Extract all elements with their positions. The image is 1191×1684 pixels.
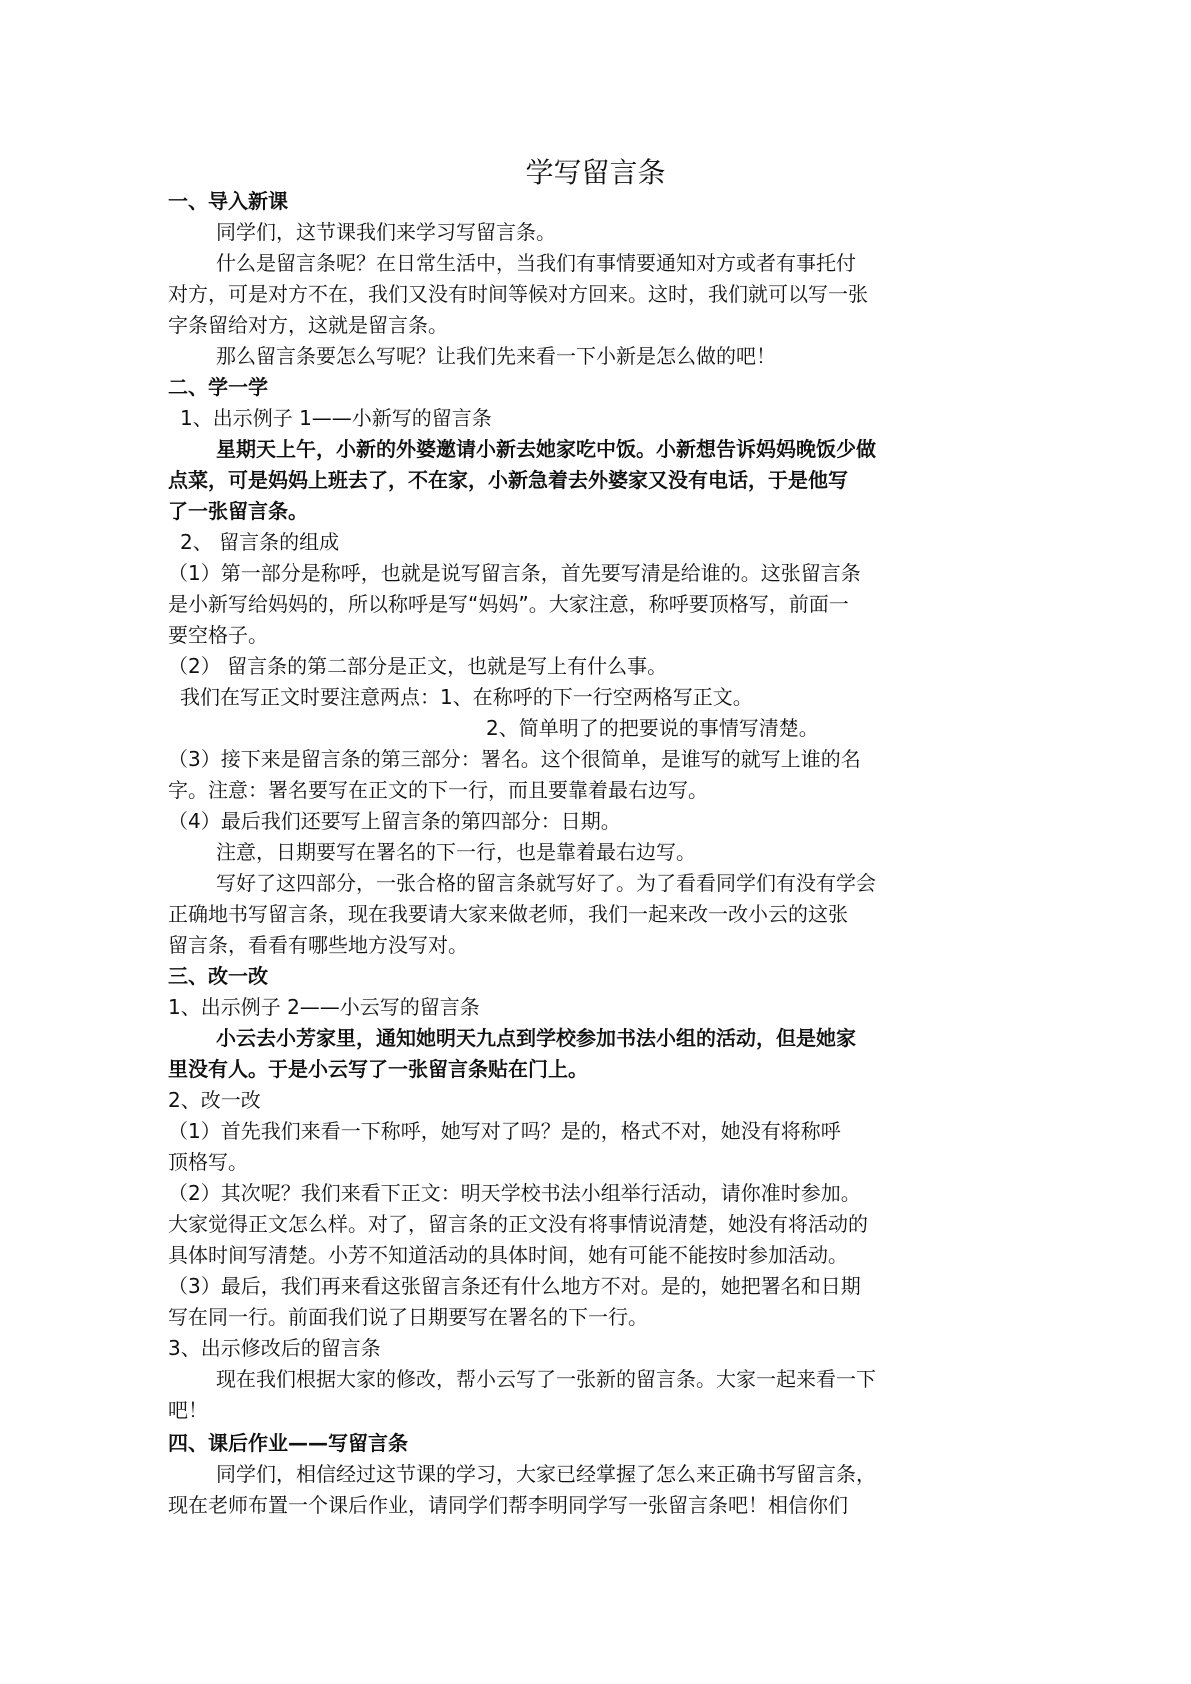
paragraph-line: 正确地书写留言条，现在我要请大家来做老师，我们一起来改一改小云的这张 [168,902,848,926]
paragraph-line: 要空格子。 [168,623,268,647]
paragraph-line: 同学们，相信经过这节课的学习，大家已经掌握了怎么来正确书写留言条， [216,1462,876,1486]
paragraph-line: 什么是留言条呢？在日常生活中，当我们有事情要通知对方或者有事托付 [216,251,856,275]
paragraph-line: 字。注意：署名要写在正文的下一行，而且要靠着最右边写。 [168,778,708,802]
paragraph-line: 同学们，这节课我们来学习写留言条。 [216,220,556,244]
paragraph-line: 我们在写正文时要注意两点：1、在称呼的下一行空两格写正文。 [180,685,753,709]
paragraph-line: 顶格写。 [168,1150,248,1174]
section-heading-line: 小云去小芳家里，通知她明天九点到学校参加书法小组的活动，但是她家 [216,1026,856,1050]
page-title: 学写留言条 [525,156,666,189]
section-heading-line: 四、课后作业——写留言条 [168,1431,408,1455]
paragraph-line: （3）接下来是留言条的第三部分：署名。这个很简单，是谁写的就写上谁的名 [168,747,861,771]
paragraph-line: 留言条，看看有哪些地方没写对。 [168,933,468,957]
section-heading-line: 星期天上午，小新的外婆邀请小新去她家吃中饭。小新想告诉妈妈晚饭少做 [216,437,876,461]
section-heading-line: 一、导入新课 [168,189,288,213]
paragraph-line: 具体时间写清楚。小芳不知道活动的具体时间，她有可能不能按时参加活动。 [168,1243,848,1267]
paragraph-line: 注意，日期要写在署名的下一行，也是靠着最右边写。 [216,840,696,864]
paragraph-line: （2）其次呢？我们来看下正文：明天学校书法小组举行活动，请你准时参加。 [168,1181,861,1205]
paragraph-line: 那么留言条要怎么写呢？让我们先来看一下小新是怎么做的吧！ [216,344,776,368]
paragraph-line: 对方，可是对方不在，我们又没有时间等候对方回来。这时，我们就可以写一张 [168,282,868,306]
paragraph-line: 1、出示例子 1——小新写的留言条 [180,406,492,430]
paragraph-line: 现在我们根据大家的修改，帮小云写了一张新的留言条。大家一起来看一下 [216,1367,876,1391]
paragraph-line: 2、 留言条的组成 [180,530,340,554]
paragraph-line: 3、出示修改后的留言条 [168,1336,381,1360]
paragraph-line: 写好了这四部分，一张合格的留言条就写好了。为了看看同学们有没有学会 [216,871,876,895]
section-heading-line: 点菜，可是妈妈上班去了，不在家，小新急着去外婆家又没有电话，于是他写 [168,468,848,492]
paragraph-line: （1）第一部分是称呼，也就是说写留言条，首先要写清是给谁的。这张留言条 [168,561,861,585]
paragraph-line: 2、简单明了的把要说的事情写清楚。 [486,716,819,740]
paragraph-line: 是小新写给妈妈的，所以称呼是写“妈妈”。大家注意，称呼要顶格写，前面一 [168,592,849,616]
section-heading-line: 三、改一改 [168,964,268,988]
paragraph-line: （4）最后我们还要写上留言条的第四部分：日期。 [168,809,621,833]
paragraph-line: 大家觉得正文怎么样。对了，留言条的正文没有将事情说清楚，她没有将活动的 [168,1212,868,1236]
section-heading-line: 了一张留言条。 [168,499,308,523]
section-heading-line: 里没有人。于是小云写了一张留言条贴在门上。 [168,1057,588,1081]
paragraph-line: 1、出示例子 2——小云写的留言条 [168,995,480,1019]
paragraph-line: （2） 留言条的第二部分是正文，也就是写上有什么事。 [168,654,668,678]
paragraph-line: 吧！ [168,1398,208,1422]
paragraph-line: （1）首先我们来看一下称呼，她写对了吗？是的，格式不对，她没有将称呼 [168,1119,841,1143]
paragraph-line: 2、改一改 [168,1088,261,1112]
paragraph-line: （3）最后，我们再来看这张留言条还有什么地方不对。是的，她把署名和日期 [168,1274,861,1298]
paragraph-line: 现在老师布置一个课后作业，请同学们帮李明同学写一张留言条吧！相信你们 [168,1493,848,1517]
paragraph-line: 字条留给对方，这就是留言条。 [168,313,448,337]
section-heading-line: 二、学一学 [168,375,268,399]
paragraph-line: 写在同一行。前面我们说了日期要写在署名的下一行。 [168,1305,648,1329]
